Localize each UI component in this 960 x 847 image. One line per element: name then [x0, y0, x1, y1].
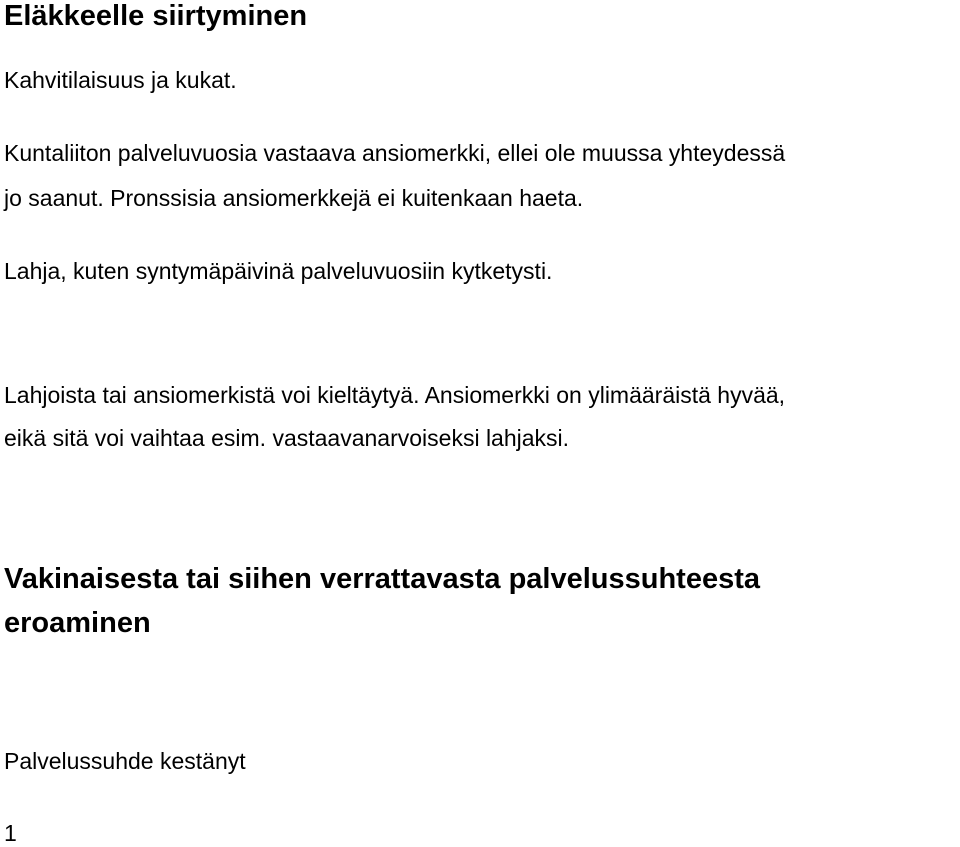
- section-heading-line-2: eroaminen: [4, 607, 151, 639]
- coffee-and-flowers-text: Kahvitilaisuus ja kukat.: [4, 67, 237, 93]
- badge-text-line-2: jo saanut. Pronssisia ansiomerkkejä ei kuitenkaan haeta.: [4, 185, 584, 211]
- refusal-text-line-2: eikä sitä voi vaihtaa esim. vastaavanarvoiseksi lahjaksi.: [4, 425, 570, 451]
- page-title: Eläkkeelle siirtyminen: [4, 0, 308, 32]
- gift-text: Lahja, kuten syntymäpäivinä palveluvuosiin kytketysti.: [4, 258, 553, 284]
- section-heading-line-1: Vakinaisesta tai siihen verrattavasta palvelussuhteesta: [4, 563, 761, 595]
- refusal-text-line-1: Lahjoista tai ansiomerkistä voi kieltäytyä. Ansiomerkki on ylimääräistä hyvää,: [4, 382, 786, 408]
- page-number: 1: [4, 820, 17, 846]
- badge-text-line-1: Kuntaliiton palveluvuosia vastaava ansiomerkki, ellei ole muussa yhteydessä: [4, 140, 786, 166]
- service-duration-label: Palvelussuhde kestänyt: [4, 748, 246, 774]
